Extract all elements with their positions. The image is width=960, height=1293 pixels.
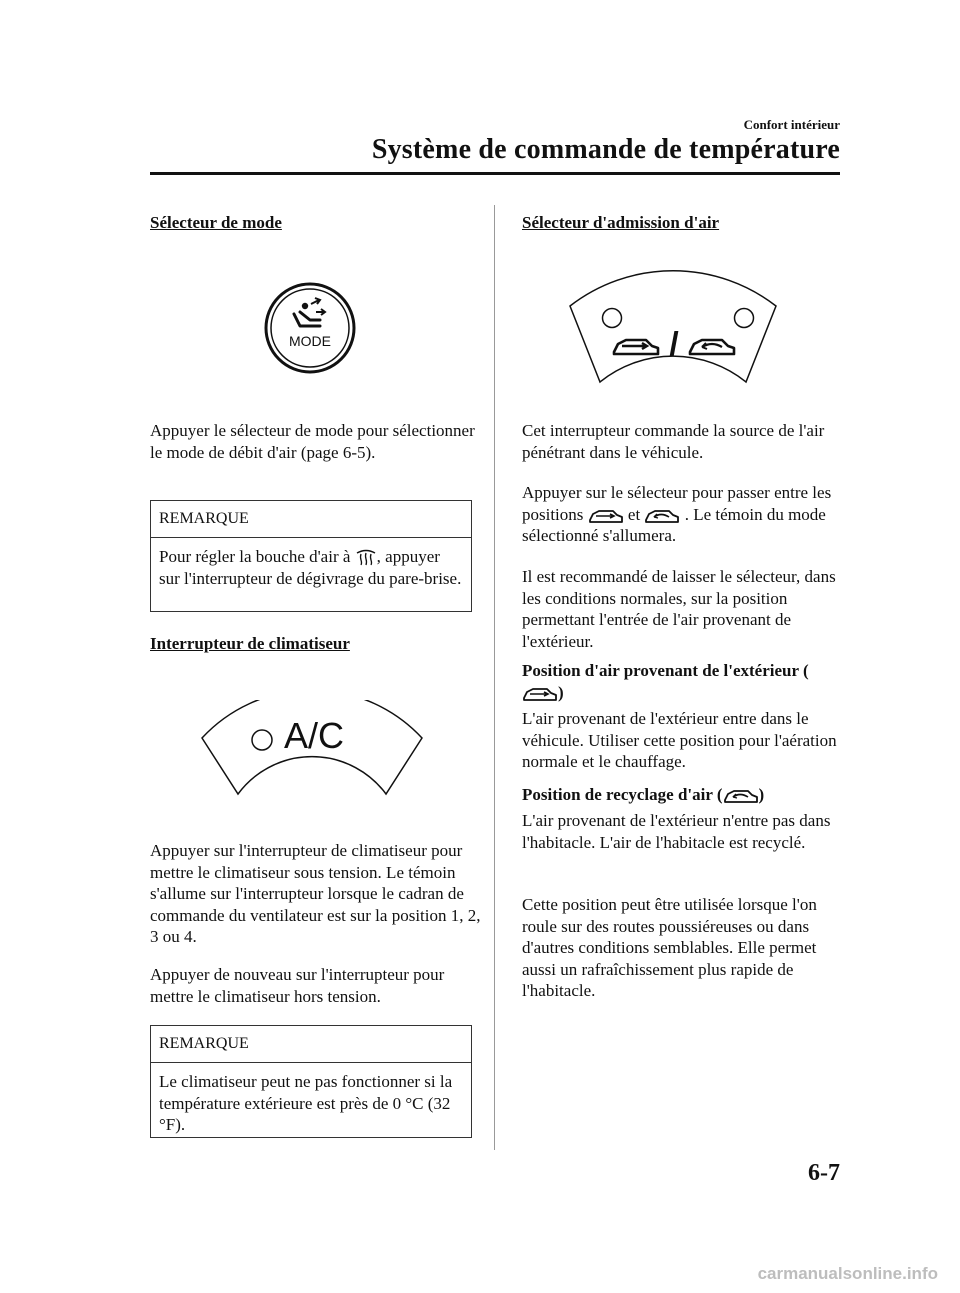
- air-intake-button-illustration: [568, 262, 778, 384]
- note-box-1: [150, 500, 472, 612]
- mode-paragraph: Appuyer le sélecteur de mode pour sélectionner le mode de débit d'air (page 6-5).: [150, 421, 475, 462]
- fresh-air-paragraph: L'air provenant de l'extérieur entre dans le véhicule. Utiliser cette position pour l'aération normale et le chauffage.: [522, 709, 837, 771]
- page-number: 6-7: [808, 1160, 840, 1186]
- ac-button-illustration: [200, 700, 424, 796]
- recirculate-heading-icon: [723, 786, 759, 804]
- mode-button-illustration: [264, 282, 356, 374]
- site-watermark: carmanualsonline.info: [757, 1264, 938, 1283]
- note-box-2: [150, 1025, 472, 1138]
- fresh-air-heading-text-b: ): [558, 682, 564, 702]
- ac-button-label: A/C: [283, 715, 345, 756]
- intake-paragraph-3: Il est recommandé de laisser le sélecteur, dans les conditions normales, sur la position permettant l'entrée de l'air provenant de l'extérieur.: [522, 567, 836, 651]
- note-1-title: REMARQUE: [151, 501, 471, 538]
- page-title: Système de commande de température: [371, 134, 840, 165]
- mode-button-label: MODE: [289, 333, 331, 349]
- fresh-air-position-heading: [522, 660, 842, 703]
- note-2-body: Le climatiseur peut ne pas fonctionner si la température extérieure est près de 0 °C (32 °F).: [159, 1072, 453, 1134]
- ac-paragraph-1: Appuyer sur l'interrupteur de climatiseur pour mettre le climatiseur sous tension. Le témoin s'allume sur l'interrupteur lorsque le cadran de commande du ventilateur est sur la position 1, 2, 3 ou 4.: [150, 841, 481, 946]
- air-intake-heading: Sélecteur d'admission d'air: [522, 213, 720, 232]
- intake-paragraph-4: Cette position peut être utilisée lorsque l'on roule sur des routes poussiéreuses ou dans d'autres conditions semblables. Elle permet aussi un rafraîchissement plus rapide de l'habitacle.: [522, 895, 817, 1000]
- recirculate-heading-text-b: ): [758, 785, 765, 804]
- intake-paragraph-2-text-a: Appuyer sur le sélecteur pour passer entre les positions: [522, 483, 832, 524]
- note-2-title: REMARQUE: [151, 1026, 471, 1063]
- fresh-air-inline-icon: [588, 506, 624, 524]
- recirculate-paragraph: L'air provenant de l'extérieur n'entre pas dans l'habitacle. L'air de l'habitacle est recyclé.: [522, 811, 831, 852]
- windshield-defrost-icon: [355, 548, 377, 566]
- seat-airflow-icon: [294, 298, 325, 326]
- ac-paragraph-2: Appuyer de nouveau sur l'interrupteur pour mettre le climatiseur hors tension.: [150, 965, 445, 1006]
- intake-paragraph-2-text-c: . Le témoin du mode sélectionné s'allumera.: [522, 504, 826, 545]
- intake-paragraph-2-text-b: et: [627, 504, 641, 524]
- intake-separator: /: [669, 326, 679, 364]
- mode-selector-heading: Sélecteur de mode: [150, 213, 282, 232]
- header-rule: [150, 172, 840, 175]
- note-1-body: [151, 538, 471, 599]
- column-divider: [494, 205, 495, 1150]
- note-1-text-a: Pour régler la bouche d'air à: [159, 547, 351, 566]
- intake-paragraph-1: Cet interrupteur commande la source de l'air pénétrant dans le véhicule.: [522, 421, 825, 462]
- intake-paragraph-2: [522, 482, 842, 547]
- ac-switch-heading: Interrupteur de climatiseur: [150, 634, 350, 653]
- fresh-air-heading-icon: [522, 684, 558, 702]
- recirculate-inline-icon: [644, 506, 680, 524]
- fresh-air-heading-text-a: Position d'air provenant de l'extérieur (: [522, 661, 809, 680]
- section-label: Confort intérieur: [743, 117, 840, 132]
- recirculate-position-heading: [522, 784, 842, 806]
- note-1-text-b: , appuyer sur l'interrupteur de dégivrage du pare-brise.: [159, 547, 462, 588]
- recirculate-heading-text-a: Position de recyclage d'air (: [522, 785, 723, 804]
